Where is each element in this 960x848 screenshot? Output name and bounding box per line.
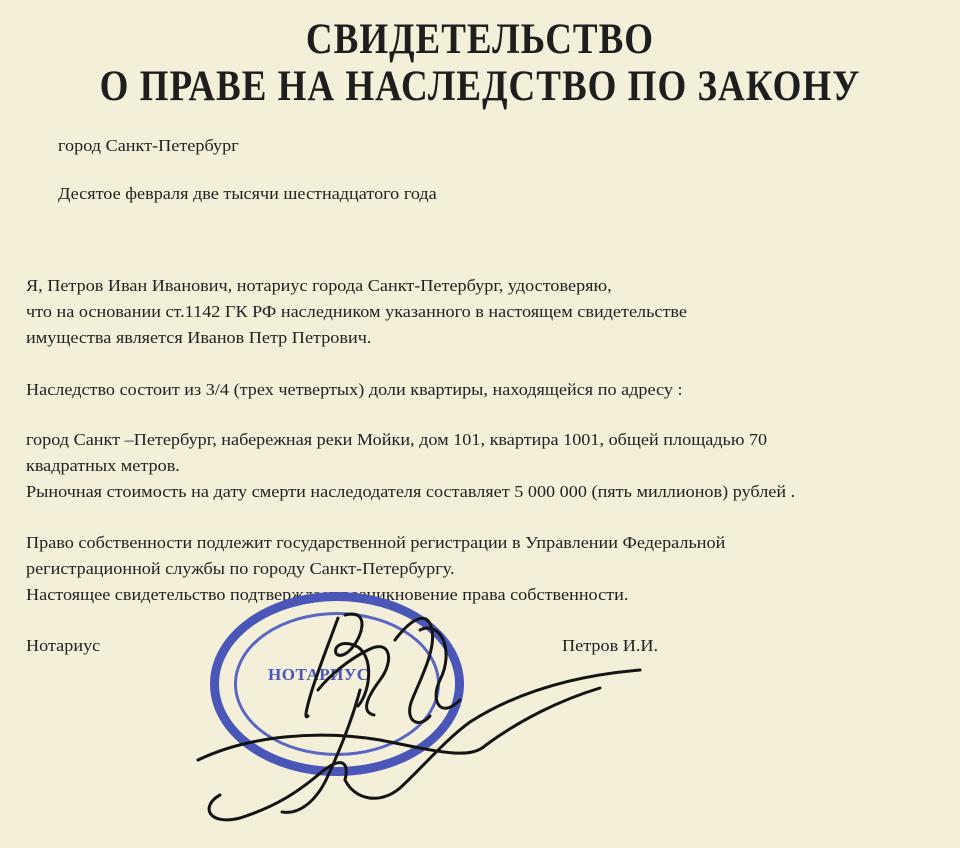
notary-name: Петров И.И.: [562, 636, 659, 655]
body-line: что на основании ст.1142 ГК РФ наследником указанного в настоящем свидетельстве: [26, 302, 687, 321]
body-line: регистрационной службы по городу Санкт-Петербургу.: [26, 559, 455, 578]
body-line: Право собственности подлежит государственной регистрации в Управлении Федеральной: [26, 533, 726, 552]
notary-label: Нотариус: [26, 636, 101, 655]
stamp-label: НОТАРИУС: [268, 665, 370, 684]
body-line: Я, Петров Иван Иванович, нотариус города Санкт-Петербург, удостоверяю,: [26, 276, 612, 295]
body-line: город Санкт –Петербург, набережная реки Мойки, дом 101, квартира 1001, общей площадью 70: [26, 430, 768, 449]
document-title: СВИДЕТЕЛЬСТВО: [305, 15, 655, 64]
body-line: Настоящее свидетельство подтверждает возникновение права собственности.: [26, 585, 629, 604]
city-line: город Санкт-Петербург: [58, 136, 239, 155]
document-subtitle: О ПРАВЕ НА НАСЛЕДСТВО ПО ЗАКОНУ: [99, 62, 861, 111]
body-line: Наследство состоит из 3/4 (трех четвертых) доли квартиры, находящейся по адресу :: [26, 380, 683, 399]
body-line: имущества является Иванов Петр Петрович.: [26, 328, 372, 347]
date-line: Десятое февраля две тысячи шестнадцатого года: [58, 184, 437, 203]
body-line: квадратных метров.: [26, 456, 180, 475]
body-line: Рыночная стоимость на дату смерти наследодателя составляет 5 000 000 (пять миллионов) рублей .: [26, 482, 796, 501]
